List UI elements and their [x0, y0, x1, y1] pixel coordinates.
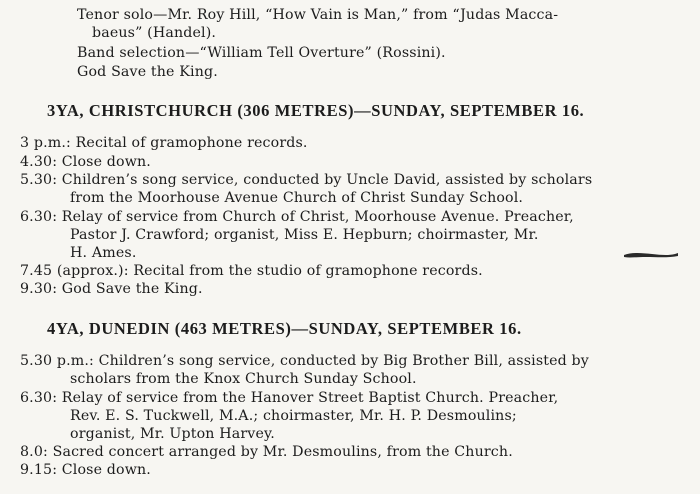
schedule-line: 9.15: Close down. — [20, 462, 151, 478]
section-heading-christchurch: 3YA, CHRISTCHURCH (306 METRES)—SUNDAY, SEPTEMBER 16. — [47, 101, 585, 120]
schedule-line: 6.30: Relay of service from Church of Christ, Moorhouse Avenue. Preacher, — [20, 209, 574, 225]
schedule-line: H. Ames. — [70, 245, 137, 261]
schedule-line: 5.30: Children’s song service, conducted by Uncle David, assisted by scholars — [20, 172, 593, 188]
schedule-line: Rev. E. S. Tuckwell, M.A.; choirmaster, Mr. H. P. Desmoulins; — [70, 408, 517, 424]
schedule-line: 7.45 (approx.): Recital from the studio of gramophone records. — [20, 263, 483, 279]
schedule-line: 9.30: God Save the King. — [20, 281, 203, 297]
section-heading-dunedin: 4YA, DUNEDIN (463 METRES)—SUNDAY, SEPTEMBER 16. — [47, 319, 522, 338]
schedule-line: 3 p.m.: Recital of gramophone records. — [20, 135, 308, 151]
schedule-line: organist, Mr. Upton Harvey. — [70, 426, 275, 442]
intro-line: Tenor solo—Mr. Roy Hill, “How Vain is Man,” from “Judas Macca- — [77, 7, 559, 23]
intro-line: God Save the King. — [77, 64, 218, 80]
schedule-line: 5.30 p.m.: Children’s song service, conducted by Big Brother Bill, assisted by — [20, 353, 589, 369]
schedule-line: Pastor J. Crawford; organist, Miss E. Hepburn; choirmaster, Mr. — [70, 227, 539, 243]
schedule-line: 8.0: Sacred concert arranged by Mr. Desmoulins, from the Church. — [20, 444, 513, 460]
ink-smudge-mark — [622, 250, 680, 259]
schedule-line: 4.30: Close down. — [20, 154, 151, 170]
schedule-line: from the Moorhouse Avenue Church of Christ Sunday School. — [70, 190, 524, 206]
schedule-line: 6.30: Relay of service from the Hanover Street Baptist Church. Preacher, — [20, 390, 559, 406]
intro-line: Band selection—“William Tell Overture” (Rossini). — [77, 45, 446, 61]
intro-line: baeus” (Handel). — [92, 25, 217, 41]
schedule-line: scholars from the Knox Church Sunday School. — [70, 371, 417, 387]
